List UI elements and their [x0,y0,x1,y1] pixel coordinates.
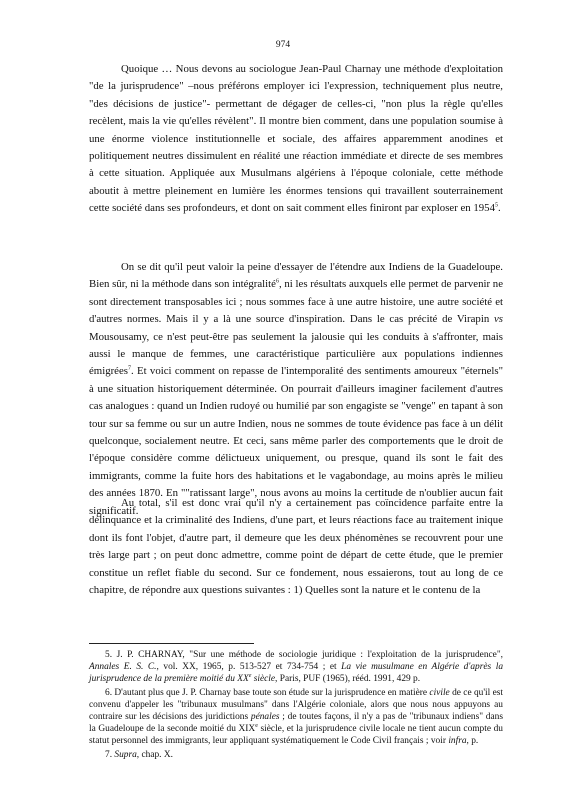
footnote-ref-6[interactable]: 6 [275,278,279,285]
paragraph-3 [89,495,503,599]
superscript: e [255,723,258,730]
paragraph-2-text [89,259,503,520]
footnote-text: , p. [466,736,479,747]
paragraph-1-part: Quoique … Nous devons au sociologue Jean-Paul Charnay une méthode d'exploitation "de la jurisprudence" –nous préférons employer ici l'expression, techniquement plus neutre, "des décisions de justice"- permettant de dégager de celles-ci, "non plus la règle qu'elles recèlent, mais la vie qu'elles révèlent". Il montre bien comment, dans une population soumise à une énorme violence institutionnelle et sociale, des affaires apparemment anodines et politiquement neutres dissimulent en réalité une réaction immédiate et directe de ses membres à cette situation. Appliquée aux Musulmans algériens à l'époque coloniale, cette méthode aboutit à mettre pleinement en lumière les énormes tensions qui travaillent souterrainement cette société dans ses profondeurs, et dont on sait comment elles finiront par exploser en 1954 [89,63,503,215]
paragraph-1-text [89,61,503,218]
footnote-text: , chap. X. [136,749,173,760]
footnote-italic-part: siècle [251,674,276,685]
footnote-ref-5[interactable]: 5 [494,202,498,209]
footnote-italic: Annales E. S. C. [89,662,157,673]
paragraph-1-part: . [497,202,501,215]
footnote-italic: civile [429,687,450,698]
paragraph-2-part: Mousousamy, ce n'est peut-être pas seulement la jalousie qui les conduits à s'affronter, mais aussi le manque de femmes, une caractéristique particulière aux populations indiennes émigrées [89,330,503,378]
footnote-text: , Paris, PUF (1965), rééd. 1991, 429 p. [275,674,421,685]
footnote-italic-part: La vie musulmane en Algérie d'après la jurisprudence de la première moitié du XX [89,662,504,685]
footnote-italic: Supra [114,749,137,760]
footnote-text: ; de toutes façons, il n'y a pas de "tribunaux indiens" dans la Guadeloupe de la seconde moitié du XIX [89,712,503,735]
versus-abbrev: vs [494,313,503,326]
footnote-text: siècle, et la jurisprudence civile locale ne tient aucun compte du statut personnel des immigrants, leur appliquant systématiquement le Code Civil français ; voir [89,724,503,747]
footnote-separator [89,643,254,644]
footnote-ref-7[interactable]: 7 [127,365,131,372]
footnote-text: de ce qu'il est convenu d'appeler les "tribunaux musulmans" dans l'Algérie coloniale, alors que nous nous appuyons au contraire sur les décisions des juridictions [89,687,504,723]
footnote-italic: infra [448,736,467,747]
footnote-italic: pénales [250,712,280,723]
page-number: 974 [275,40,291,50]
footnote-text: 5. J. P. CHARNAY, "Sur une méthode de sociologie juridique : l'exploitation de la jurisprudence", [105,650,503,660]
footnote-text: 6. D'autant plus que J. P. Charnay base toute son étude sur la jurisprudence en matière [105,687,430,698]
superscript: e [248,673,252,680]
paragraph-2-part: On se dit qu'il peut valoir la peine d'essayer de l'étendre aux Indiens de la Guadeloupe. Bien sûr, ni la méthode dans son intégralité [89,261,503,291]
footnote-5 [89,649,503,686]
footnote-6 [89,687,503,748]
footnote-7 [89,749,503,761]
footnote-text: , vol. XX, 1965, p. 513-527 et 734-754 ; et [156,662,342,673]
paragraph-2 [89,259,503,520]
paragraph-2-part: . Et voici comment on repasse de l'intemporalité des sentiments amoureux "éternels" à une situation historiquement déterminée. On pourrait d'ailleurs imaginer facilement d'autres cas analogues : quand un Indien rudoyé ou humilié par son engagiste se "venge" en tapant à son tour sur sa femme ou sur un autre Indien, nous ne sommes de toute évidence pas face à un délit quelconque, socialement neutre. Et ceci, sans même parler des comportements que le droit de l'époque considère comme délictueux uniquement, ou presque, quand ils sont le fait des immigrants, comme la fuite hors des habitations et le vagabondage, au moins après le milieu des années 1870. En ""ratissant large", nous avons au moins la certitude de n'oublier aucun fait significatif. [89,365,503,517]
footnote-text: 7. [105,749,115,760]
paragraph-3-text: Au total, s'il est donc vrai qu'il n'y a certainement pas coïncidence parfaite entre la délinquance et la criminalité des Indiens, d'une part, et leurs réactions face au traitement inique dont ils font l'objet, d'autre part, il demeure que les deux phénomènes se recouvrent pour une très large part ; on peut donc admettre, comme point de départ de cette étude, que le premier constitue un reflet fiable du second. Sur ce fondement, nous essaierons, tout au long de ce chapitre, de répondre aux questions suivantes : 1) Quelles sont la nature et le contenu de la [89,497,503,597]
footnotes [89,649,503,762]
paragraph-1 [89,61,503,218]
paragraph-2-part: , ni les résultats auxquels elle permet de parvenir ne sont directement transposables ici ; nous sommes face à une autre histoire, une autre société et d'autres normes. Mais il y a là une source d'inspiration. Dans le cas précité de Virapin [89,278,503,326]
